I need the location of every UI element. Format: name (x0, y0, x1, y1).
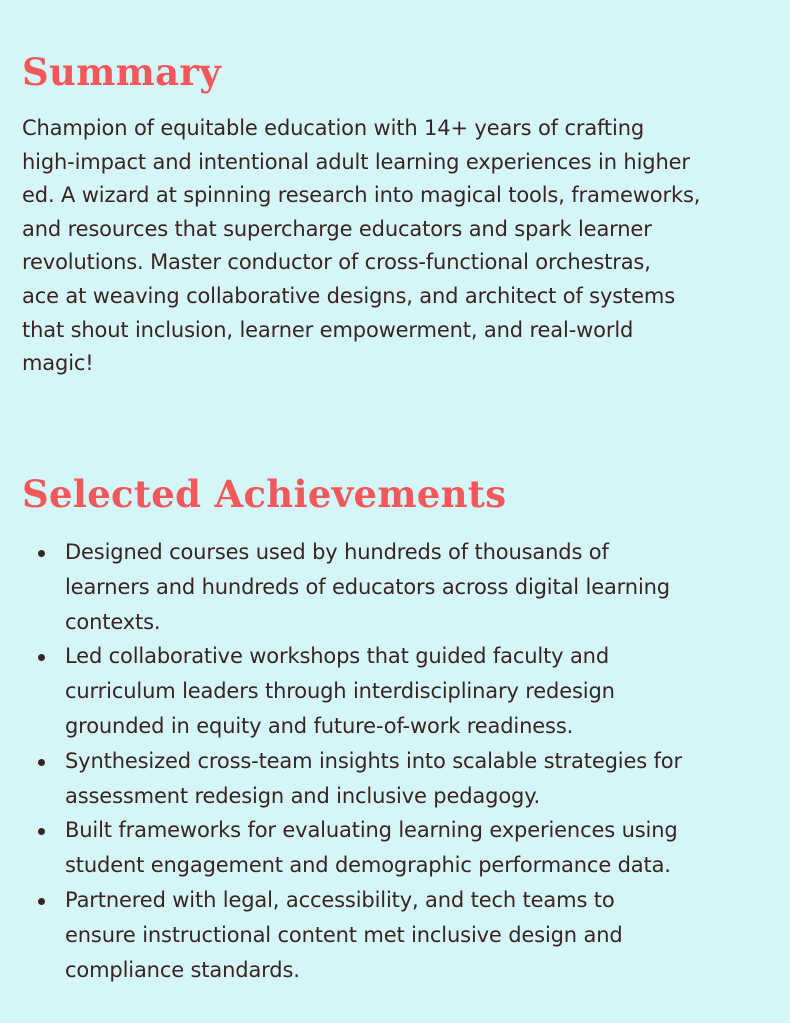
achievement-line: learners and hundreds of educators across digital learning (65, 574, 670, 599)
bullet-icon (38, 898, 45, 905)
achievement-line: student engagement and demographic performance data. (65, 853, 671, 878)
achievement-item (0, 535, 790, 639)
achievements-heading: Selected Achievements (22, 472, 507, 516)
summary-line: revolutions. Master conductor of cross-functional orchestras, (22, 250, 651, 275)
achievement-line: Led collaborative workshops that guided faculty and (65, 644, 610, 669)
bullet-icon (38, 759, 45, 766)
achievement-line: Built frameworks for evaluating learning experiences using (65, 818, 678, 843)
achievement-line: grounded in equity and future-of-work readiness. (65, 713, 574, 738)
achievement-item (0, 883, 790, 987)
summary-line: ed. A wizard at spinning research into magical tools, frameworks, (22, 183, 701, 208)
summary-heading: Summary (22, 50, 221, 94)
achievement-item (0, 639, 790, 743)
summary-line: magic! (22, 351, 94, 376)
bullet-icon (38, 828, 45, 835)
summary-line: high-impact and intentional adult learning experiences in higher (22, 149, 690, 174)
summary-line: that shout inclusion, learner empowerment, and real-world (22, 317, 634, 342)
achievement-line: assessment redesign and inclusive pedagogy. (65, 783, 541, 808)
summary-paragraph (22, 112, 778, 381)
achievement-line: Partnered with legal, accessibility, and tech teams to (65, 887, 615, 912)
achievement-item (0, 813, 790, 883)
summary-line: ace at weaving collaborative designs, and architect of systems (22, 283, 675, 308)
achievement-item (0, 744, 790, 814)
achievement-line: compliance standards. (65, 957, 300, 982)
achievement-line: Designed courses used by hundreds of thousands of (65, 540, 609, 564)
achievement-line: curriculum leaders through interdisciplinary redesign (65, 679, 615, 704)
achievement-line: Synthesized cross-team insights into scalable strategies for (65, 748, 682, 773)
summary-line: Champion of equitable education with 14+ years of crafting (22, 116, 645, 140)
achievement-line: contexts. (65, 609, 161, 634)
achievement-line: ensure instructional content met inclusive design and (65, 922, 623, 947)
bullet-icon (38, 550, 45, 557)
achievements-list (0, 535, 790, 987)
summary-line: and resources that supercharge educators and spark learner (22, 216, 652, 241)
bullet-icon (38, 654, 45, 661)
